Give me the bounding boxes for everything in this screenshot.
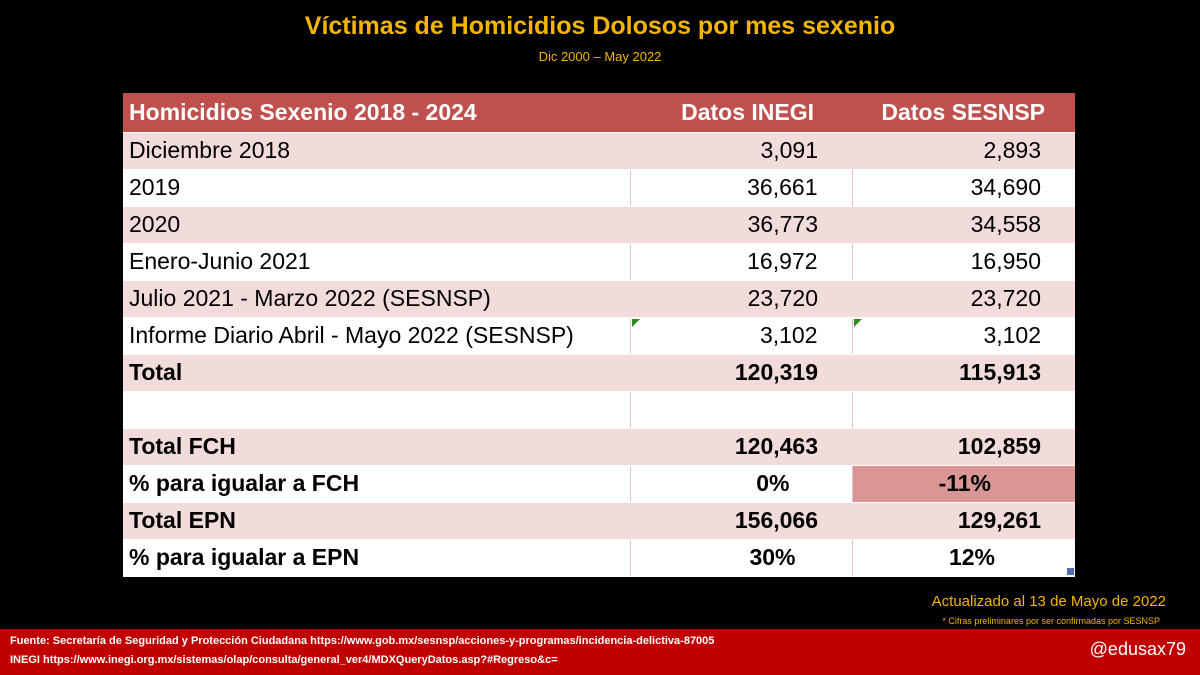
inegi-value: 120,463 <box>630 428 852 465</box>
row-label: 2019 <box>123 169 630 206</box>
sesnsp-value: 102,859 <box>852 428 1075 465</box>
sesnsp-value: 2,893 <box>852 132 1075 169</box>
sesnsp-value: 23,720 <box>852 280 1075 317</box>
inegi-value: 156,066 <box>630 502 852 539</box>
row-label: Total FCH <box>123 428 630 465</box>
row-label: 2020 <box>123 206 630 243</box>
table-row-total-epn <box>123 502 1075 539</box>
column-header-inegi: Datos INEGI <box>630 93 852 132</box>
table-row-total-fch <box>123 428 1075 465</box>
row-label: Diciembre 2018 <box>123 132 630 169</box>
sesnsp-value-text: 12% <box>948 544 995 570</box>
table-row-pct-fch <box>123 465 1075 502</box>
comment-marker-icon <box>632 319 640 327</box>
table-header-row <box>123 93 1075 132</box>
inegi-value: 36,773 <box>630 206 852 243</box>
sesnsp-value: 115,913 <box>852 354 1075 391</box>
column-header-sesnsp: Datos SESNSP <box>852 93 1075 132</box>
sesnsp-value: 16,950 <box>852 243 1075 280</box>
table-row <box>123 243 1075 280</box>
inegi-value: 16,972 <box>630 243 852 280</box>
homicides-table-container <box>123 93 1075 577</box>
footer-bar <box>0 629 1200 675</box>
sesnsp-value: 129,261 <box>852 502 1075 539</box>
updated-date: Actualizado al 13 de Mayo de 2022 <box>931 593 1166 610</box>
table-row <box>123 280 1075 317</box>
page-title: Víctimas de Homicidios Dolosos por mes sexenio <box>304 12 896 40</box>
inegi-value: 23,720 <box>630 280 852 317</box>
inegi-value: 30% <box>630 539 852 576</box>
table-row <box>123 132 1075 169</box>
sesnsp-value <box>852 391 1075 428</box>
table-row-total <box>123 354 1075 391</box>
table-row-empty <box>123 391 1075 428</box>
column-header-period: Homicidios Sexenio 2018 - 2024 <box>123 93 630 132</box>
row-label <box>123 391 630 428</box>
sesnsp-value-highlighted: -11% <box>852 465 1075 502</box>
preliminary-note: * Cifras preliminares por ser confirmadas por SESNSP <box>942 616 1160 626</box>
author-handle: @edusax79 <box>1089 639 1186 659</box>
row-label: Total <box>123 354 630 391</box>
row-label: Enero-Junio 2021 <box>123 243 630 280</box>
source-line-1: Fuente: Secretaría de Seguridad y Protección Ciudadana https://www.gob.mx/sesnsp/acciones-y-programas/incidencia-delictiva-87005 <box>10 635 715 647</box>
table-row <box>123 206 1075 243</box>
inegi-value: 0% <box>630 465 852 502</box>
sesnsp-value: 34,558 <box>852 206 1075 243</box>
table-row <box>123 317 1075 354</box>
sesnsp-value <box>852 317 1075 354</box>
inegi-value: 3,091 <box>630 132 852 169</box>
row-label: Informe Diario Abril - Mayo 2022 (SESNSP) <box>123 317 630 354</box>
row-label: % para igualar a EPN <box>123 539 630 576</box>
table-row-pct-epn <box>123 539 1075 576</box>
inegi-value <box>630 391 852 428</box>
inegi-value-text: 3,102 <box>759 322 818 348</box>
resize-handle-icon[interactable] <box>1067 568 1074 575</box>
page-subtitle: Dic 2000 – May 2022 <box>538 49 662 64</box>
row-label: Total EPN <box>123 502 630 539</box>
row-label: % para igualar a FCH <box>123 465 630 502</box>
inegi-value <box>630 317 852 354</box>
source-line-2: INEGI https://www.inegi.org.mx/sistemas/olap/consulta/general_ver4/MDXQueryDatos.asp?#Regreso&c= <box>10 654 558 666</box>
inegi-value: 120,319 <box>630 354 852 391</box>
sesnsp-value-text: 3,102 <box>983 322 1041 348</box>
sesnsp-value: 34,690 <box>852 169 1075 206</box>
homicides-table <box>123 93 1075 577</box>
inegi-value: 36,661 <box>630 169 852 206</box>
sesnsp-value <box>852 539 1075 576</box>
comment-marker-icon <box>854 319 862 327</box>
table-row <box>123 169 1075 206</box>
row-label: Julio 2021 - Marzo 2022 (SESNSP) <box>123 280 630 317</box>
